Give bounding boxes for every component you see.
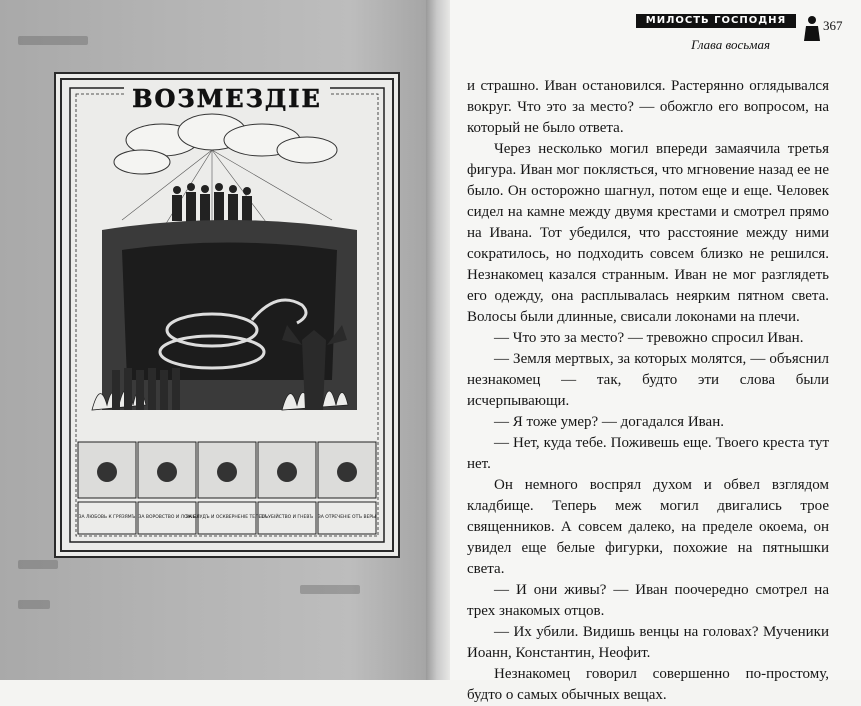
paragraph: — Их убили. Видишь венцы на головах? Мученики Иоанн, Константин, Неофит. xyxy=(467,624,829,661)
bleed-through-text xyxy=(18,560,58,569)
monk-figure-icon xyxy=(802,14,822,42)
illustration-plate xyxy=(60,78,394,552)
page-number: 367 xyxy=(823,18,843,33)
paragraph: — Что это за место? — тревожно спросил Иван. xyxy=(494,330,804,346)
running-title: МИЛОСТЬ ГОСПОДНЯ xyxy=(636,14,796,28)
paragraph: Незнакомец говорил совершенно по-простому, будто о самых обычных вещах. xyxy=(467,666,829,703)
bleed-through-text xyxy=(300,585,360,594)
caption-2: ЗА ВОРОВСТВО И ЛОЖЬ xyxy=(138,515,196,520)
paragraph: и страшно. Иван остановился. Растерянно оглядывался вокруг. Что это за место? — обожгло его вопросом, на который не было ответа. xyxy=(467,78,829,136)
caption-3: ЗА БЛУДЪ И ОСКВЕРНЕНІЕ ТЕЛЕСЪ xyxy=(185,515,269,520)
paragraph: — Земля мертвых, за которых молятся, — объяснил незнакомец — так, будто эти слова были исчерпывающи. xyxy=(467,351,829,409)
paragraph: — Нет, куда тебе. Поживешь еще. Твоего креста тут нет. xyxy=(467,435,829,472)
left-page xyxy=(0,0,438,680)
caption-4: ЗА УБІЙСТВО И ГНЕВЪ xyxy=(260,515,314,520)
bleed-through-text xyxy=(18,600,50,609)
caption-1: ЗА ЛЮБОВЬ К ГРЯЗЯМЪ xyxy=(78,515,136,520)
illustration-title: ВОЗМЕЗДІЕ xyxy=(132,84,322,113)
book-gutter xyxy=(426,0,450,680)
bleed-through-text xyxy=(18,36,88,45)
paragraph: Он немного воспрял духом и обвел взглядом кладбище. Теперь меж могил двигались трое священников. А совсем далеко, на пределе окоема, он увидел еще белые фигурки, похожие на пятнышки света. xyxy=(467,477,829,577)
caption-5: ЗА ОТРЕЧЕНІЕ ОТЪ ВЕРЫ xyxy=(317,515,377,520)
illustration-drawing xyxy=(62,80,392,550)
paragraph: Через несколько могил впереди замаячила третья фигура. Иван мог поклясться, что мгновение назад ее не было. Он осторожно шагнул, потом еще и еще. Человек сидел на камне между двумя крестами и смотрел прямо на Ивана. Тот убедился, что расстояние между ними сократилось, но подходить совсем близко не решился. Незнакомец казался странным. Иван не мог разглядеть его одежду, она расплывалась неярким пятном света. Волосы были длинные, свисали локонами на плечи. xyxy=(467,141,829,325)
body-text xyxy=(467,76,829,706)
paragraph: — Я тоже умер? — догадался Иван. xyxy=(494,414,724,430)
chapter-title: Глава восьмая xyxy=(691,37,770,52)
paragraph: — И они живы? — Иван поочередно смотрел на трех знакомых отцов. xyxy=(467,582,829,619)
